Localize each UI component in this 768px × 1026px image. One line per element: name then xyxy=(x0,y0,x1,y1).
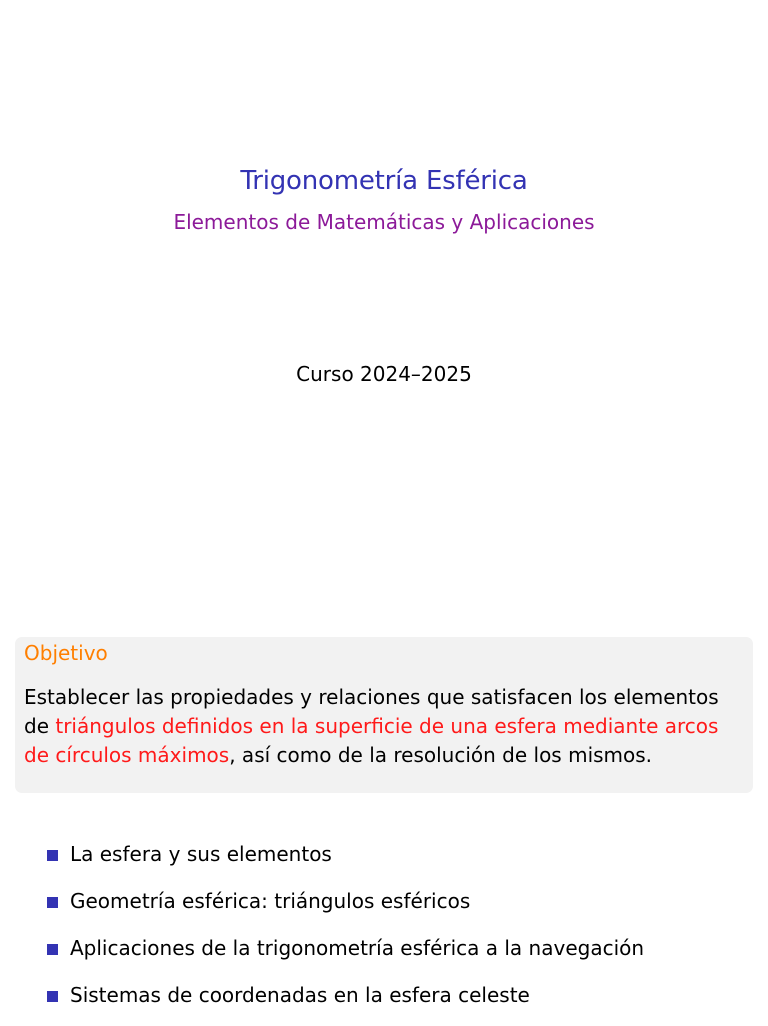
objective-highlight: triángulos definidos en la superficie de una esfera mediante arcos de círculos máximos xyxy=(24,714,719,767)
objective-text xyxy=(24,683,744,770)
list-item-label: Geometría esférica: triángulos esféricos xyxy=(70,889,471,913)
presentation-subtitle: Elementos de Matemáticas y Aplicaciones xyxy=(173,210,595,234)
list-item xyxy=(45,885,644,932)
objective-text-end: , así como de la resolución de los mismos. xyxy=(229,743,653,767)
square-bullet-icon xyxy=(47,991,58,1002)
presentation-title: Trigonometría Esférica xyxy=(240,166,528,196)
square-bullet-icon xyxy=(47,944,58,955)
topics-list xyxy=(45,838,644,1026)
list-item-label: Aplicaciones de la trigonometría esférica a la navegación xyxy=(70,936,645,960)
objective-block xyxy=(15,637,753,793)
course-year: Curso 2024–2025 xyxy=(296,362,472,386)
list-item-label: La esfera y sus elementos xyxy=(70,842,332,866)
list-item xyxy=(45,979,644,1026)
list-item xyxy=(45,838,644,885)
square-bullet-icon xyxy=(47,897,58,908)
objective-title: Objetivo xyxy=(24,641,108,665)
list-item xyxy=(45,932,644,979)
objective-text-start: Establecer las propiedades y relaciones que satisfacen los elementos de xyxy=(24,685,719,738)
square-bullet-icon xyxy=(47,850,58,861)
list-item-label: Sistemas de coordenadas en la esfera celeste xyxy=(70,983,530,1007)
